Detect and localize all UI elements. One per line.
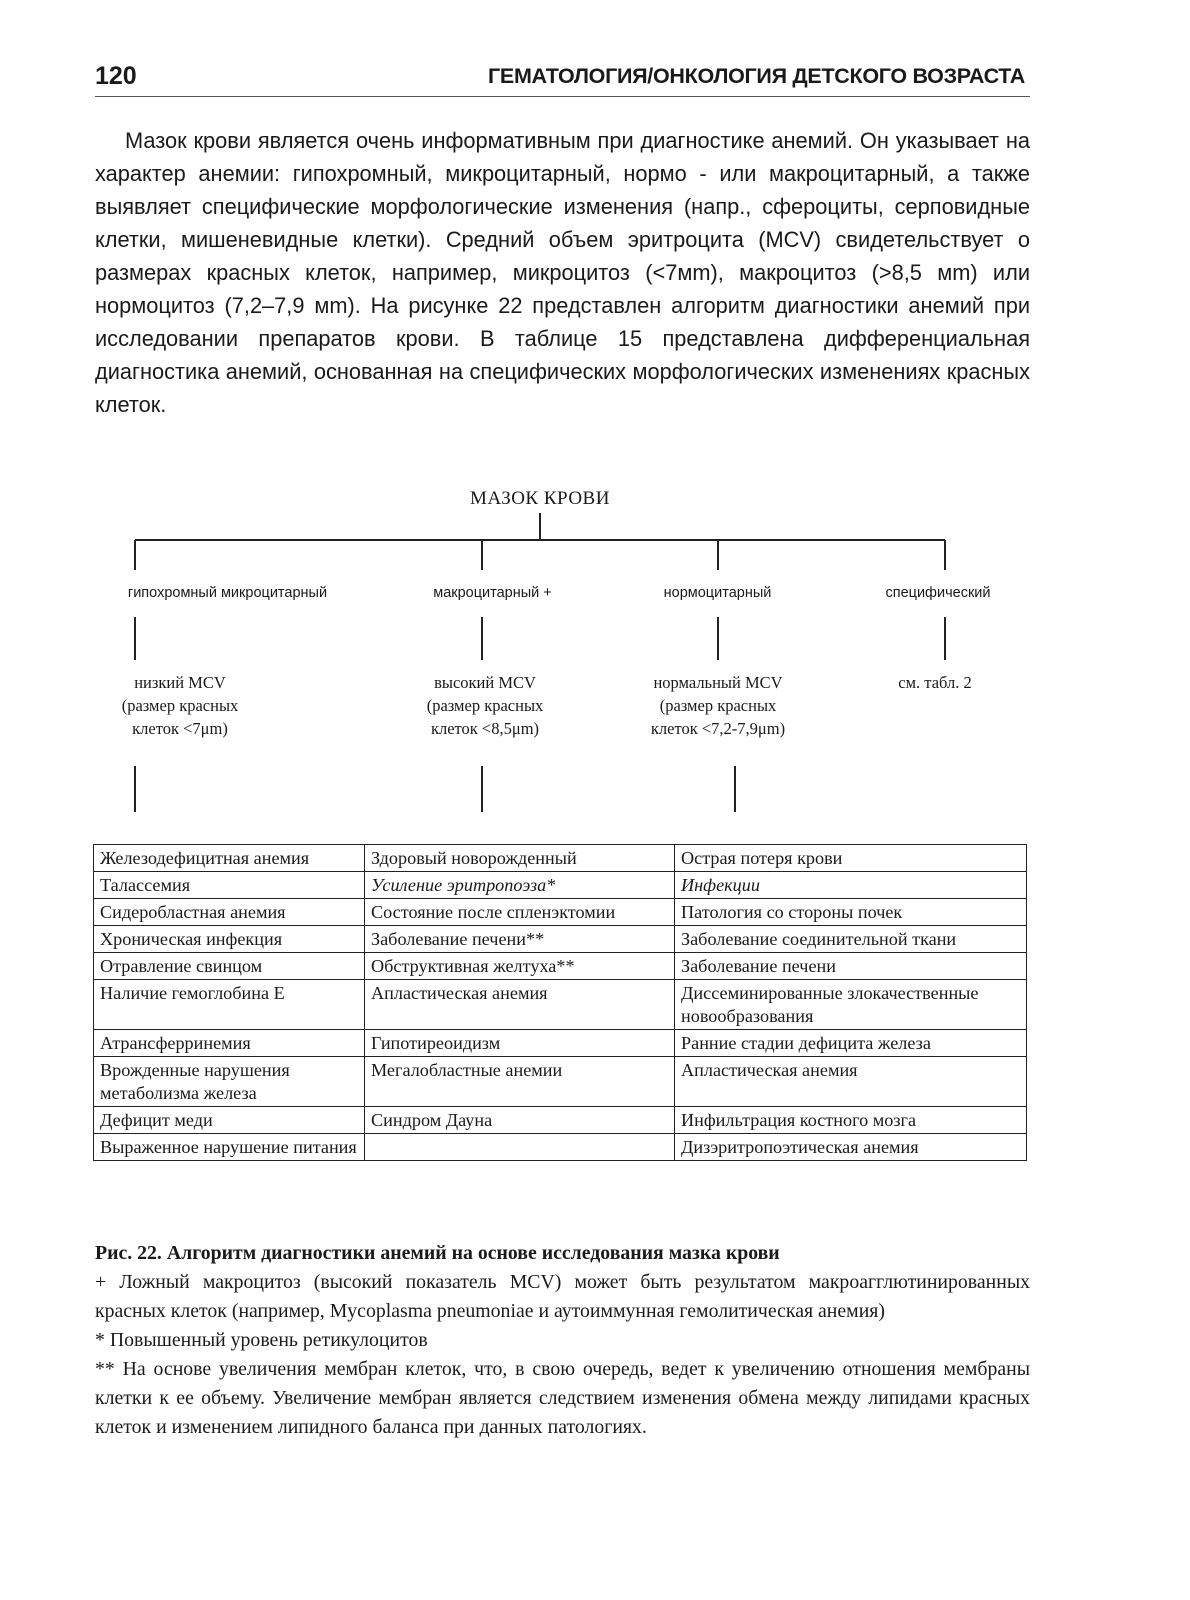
flowchart-category: нормоцитарный [663,585,772,601]
table-row [94,899,1027,926]
caption-note: ** На основе увеличения мембран клеток, что, в свою очередь, ведет к увеличению отношения мембраны клетки к ее объему. Увеличение мембран является следствием изменения обмена между липидами красных клеток и изменением липидного баланса при данных патологиях. [95,1358,1030,1438]
flowchart-root: МАЗОК КРОВИ [470,488,610,509]
caption-note: + Ложный макроцитоз (высокий показатель MCV) может быть результатом макроагглютинированных красных клеток (например, Mycoplasma pneumoniae и аутоиммунная гемолитическая анемия) [95,1271,1030,1322]
table-cell: Талассемия [94,872,365,899]
table-cell: Инфекции [675,872,1027,899]
table-row [94,926,1027,953]
table-cell: Сидеробластная анемия [94,899,365,926]
differential-table [93,844,1027,1161]
table-cell: Наличие гемоглобина Е [94,980,365,1030]
flowchart-category: макроцитарный + [433,585,552,601]
flowchart-category: гипохромный микроцитарный [127,585,328,601]
table-cell: Гипотиреоидизм [365,1030,675,1057]
table-cell: Врожденные нарушения метаболизма железа [94,1057,365,1107]
table-cell: Заболевание печени** [365,926,675,953]
table-cell: Синдром Дауна [365,1107,675,1134]
header-rule [95,96,1030,97]
flowchart-category: специфический [885,585,991,601]
table-cell: Апластическая анемия [365,980,675,1030]
figure-caption [95,1239,1030,1442]
table-cell: Дизэритропоэтическая анемия [675,1134,1027,1161]
table-cell: Усиление эритропоэза* [365,872,675,899]
table-cell: Патология со стороны почек [675,899,1027,926]
mcv-label: см. табл. 2 [898,673,972,692]
table-cell: Заболевание соединительной ткани [675,926,1027,953]
table-cell: Атрансферринемия [94,1030,365,1057]
table-cell: Состояние после спленэктомии [365,899,675,926]
table-cell: Мегалобластные анемии [365,1057,675,1107]
table-cell: Диссеминированные злокачественные новообразования [675,980,1027,1030]
table-cell: Инфильтрация костного мозга [675,1107,1027,1134]
caption-note: * Повышенный уровень ретикулоцитов [95,1329,428,1351]
table-cell: Обструктивная желтуха** [365,953,675,980]
table-cell: Железодефицитная анемия [94,845,365,872]
table-row [94,872,1027,899]
intro-paragraph: Мазок крови является очень информативным при диагностике анемий. Он указывает на характер анемии: гипохромный, микроцитарный, нормо - или макроцитарный, а также выявляет специфические морфологические изменения (напр., сфероциты, серповидные клетки, мишеневидные клетки). Средний объем эритроцита (MCV) свидетельствует о размерах красных клеток, например, микроцитоз (<7мm), макроцитоз (>8,5 мm) или нормоцитоз (7,2–7,9 мm). На рисунке 22 представлен алгоритм диагностики анемий при исследовании препаратов крови. В таблице 15 представлена дифференциальная диагностика анемий, основанная на специфических морфологических изменениях красных клеток. [95,128,1030,417]
table-cell [365,1134,675,1161]
table-cell: Здоровый новорожденный [365,845,675,872]
table-cell: Апластическая анемия [675,1057,1027,1107]
mcv-label: высокий MCV (размер красных клеток <8,5μm) [426,673,544,738]
running-title: ГЕМАТОЛОГИЯ/ОНКОЛОГИЯ ДЕТСКОГО ВОЗРАСТА [488,64,1025,88]
table-cell: Отравление свинцом [94,953,365,980]
table-cell: Заболевание печени [675,953,1027,980]
mcv-label: низкий MCV (размер красных клеток <7μm) [121,673,239,738]
table-row [94,1030,1027,1057]
table-row [94,1107,1027,1134]
table-cell: Острая потеря крови [675,845,1027,872]
table-cell: Хроническая инфекция [94,926,365,953]
table-row [94,980,1027,1030]
table-cell: Выраженное нарушение питания [94,1134,365,1161]
caption-title: Рис. 22. Алгоритм диагностики анемий на основе исследования мазка крови [95,1242,780,1264]
page-number: 120 [95,62,137,90]
table-cell: Дефицит меди [94,1107,365,1134]
table-row [94,845,1027,872]
mcv-label: нормальный MCV (размер красных клеток <7,2-7,9μm) [650,673,786,738]
table-row [94,953,1027,980]
table-cell: Ранние стадии дефицита железа [675,1030,1027,1057]
table-row [94,1134,1027,1161]
table-row [94,1057,1027,1107]
